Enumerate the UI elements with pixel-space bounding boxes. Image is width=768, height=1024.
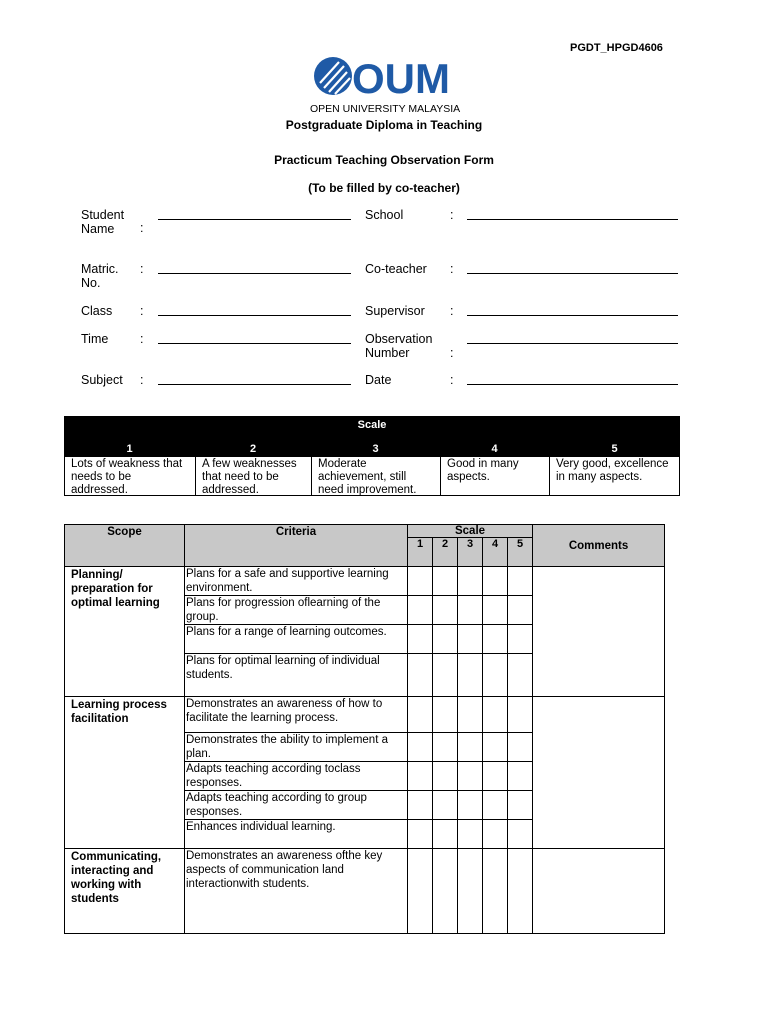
class-field[interactable] <box>158 315 351 316</box>
rating-cell[interactable] <box>483 820 508 849</box>
rating-cell[interactable] <box>408 791 433 820</box>
rating-cell[interactable] <box>483 567 508 596</box>
criteria-cell: Adapts teaching according toclass responses. <box>185 762 408 791</box>
rating-cell[interactable] <box>458 697 483 733</box>
criteria-header: Criteria <box>185 525 408 567</box>
scale-legend-header <box>64 416 680 457</box>
table-header-row <box>65 525 665 538</box>
rating-cell[interactable] <box>483 697 508 733</box>
rating-cell[interactable] <box>458 733 483 762</box>
scale-level-number: 1 <box>126 443 133 455</box>
criteria-cell: Plans for a safe and supportive learning environment. <box>185 567 408 596</box>
observation-number-label: Observation Number <box>365 332 433 360</box>
rating-cell[interactable] <box>508 820 533 849</box>
scale-level-number: 3 <box>372 443 379 455</box>
rating-cell[interactable] <box>458 762 483 791</box>
date-label: Date <box>365 373 392 387</box>
rating-cell[interactable] <box>508 849 533 934</box>
rating-cell[interactable] <box>483 849 508 934</box>
program-title: Postgraduate Diploma in Teaching <box>285 118 483 132</box>
student-name-label: Student Name <box>81 208 125 236</box>
scale-number: 2 <box>433 538 458 567</box>
colon: : <box>140 221 144 235</box>
rating-cell[interactable] <box>508 596 533 625</box>
rating-cell[interactable] <box>433 596 458 625</box>
rating-cell[interactable] <box>508 791 533 820</box>
table-row <box>65 849 665 934</box>
rating-cell[interactable] <box>408 820 433 849</box>
document-code: PGDT_HPGD4606 <box>570 42 663 54</box>
svg-text:OPEN UNIVERSITY MALAYSIA: OPEN UNIVERSITY MALAYSIA <box>310 103 461 114</box>
rating-cell[interactable] <box>458 596 483 625</box>
rating-cell[interactable] <box>458 791 483 820</box>
time-field[interactable] <box>158 343 351 344</box>
colon: : <box>450 262 454 276</box>
table-row <box>65 567 665 596</box>
rating-cell[interactable] <box>408 697 433 733</box>
colon: : <box>450 346 454 360</box>
supervisor-field[interactable] <box>467 315 678 316</box>
rating-cell[interactable] <box>483 625 508 654</box>
student-name-field[interactable] <box>158 219 351 220</box>
rating-cell[interactable] <box>508 733 533 762</box>
observation-number-field[interactable] <box>467 343 678 344</box>
supervisor-label: Supervisor <box>365 304 425 318</box>
criteria-cell: Demonstrates the ability to implement a plan. <box>185 733 408 762</box>
scope-header: Scope <box>65 525 185 567</box>
colon: : <box>450 208 454 222</box>
rating-cell[interactable] <box>483 762 508 791</box>
colon: : <box>140 332 144 346</box>
rating-cell[interactable] <box>408 625 433 654</box>
co-teacher-field[interactable] <box>467 273 678 274</box>
school-label: School <box>365 208 404 222</box>
rating-cell[interactable] <box>508 762 533 791</box>
rating-cell[interactable] <box>408 596 433 625</box>
svg-text:OUM: OUM <box>352 55 450 102</box>
scale-level-description: Good in many aspects. <box>441 457 550 495</box>
scale-level-description: Lots of weakness that needs to be addressed. <box>65 457 196 495</box>
rating-cell[interactable] <box>458 625 483 654</box>
school-field[interactable] <box>467 219 678 220</box>
matric-no-label: Matric. No. <box>81 262 119 290</box>
rating-cell[interactable] <box>508 697 533 733</box>
subject-label: Subject <box>81 373 123 387</box>
scale-legend-title: Scale <box>357 419 387 431</box>
scale-header: Scale <box>408 525 533 538</box>
time-label: Time <box>81 332 109 346</box>
rating-cell[interactable] <box>483 654 508 697</box>
rating-cell[interactable] <box>408 762 433 791</box>
matric-no-field[interactable] <box>158 273 351 274</box>
criteria-cell: Plans for progression oflearning of the group. <box>185 596 408 625</box>
rating-cell[interactable] <box>508 625 533 654</box>
comments-cell[interactable] <box>533 567 665 697</box>
rating-cell[interactable] <box>458 820 483 849</box>
rating-cell[interactable] <box>433 849 458 934</box>
rating-cell[interactable] <box>433 567 458 596</box>
scale-level-description: Very good, excellence in many aspects. <box>556 458 669 483</box>
rating-cell[interactable] <box>408 567 433 596</box>
observation-table <box>64 524 665 934</box>
criteria-cell: Demonstrates an awareness of how to facilitate the learning process. <box>185 697 408 733</box>
co-teacher-label: Co-teacher <box>365 262 427 276</box>
criteria-cell: Enhances individual learning. <box>185 820 408 849</box>
rating-cell[interactable] <box>483 733 508 762</box>
rating-cell[interactable] <box>433 762 458 791</box>
rating-cell[interactable] <box>508 567 533 596</box>
scale-level-number: 2 <box>249 443 257 455</box>
rating-cell[interactable] <box>408 849 433 934</box>
rating-cell[interactable] <box>433 791 458 820</box>
rating-cell[interactable] <box>458 849 483 934</box>
scale-number: 3 <box>458 538 483 567</box>
rating-cell[interactable] <box>433 654 458 697</box>
colon: : <box>140 262 144 276</box>
form-title: Practicum Teaching Observation Form <box>274 153 494 167</box>
table-row <box>65 697 665 733</box>
scope-cell: Communicating, interacting and working with students <box>65 849 185 934</box>
rating-cell[interactable] <box>433 697 458 733</box>
criteria-cell: Plans for a range of learning outcomes. <box>185 625 408 654</box>
comments-header: Comments <box>533 525 665 567</box>
scale-number: 5 <box>508 538 533 567</box>
rating-cell[interactable] <box>458 567 483 596</box>
rating-cell[interactable] <box>408 733 433 762</box>
rating-cell[interactable] <box>433 733 458 762</box>
class-label: Class <box>81 304 113 318</box>
scale-level-description: Moderate achievement, still need improvement. <box>312 457 441 495</box>
scale-legend <box>64 416 680 496</box>
rating-cell[interactable] <box>433 625 458 654</box>
oum-logo-icon <box>310 54 470 114</box>
rating-cell[interactable] <box>458 654 483 697</box>
colon: : <box>450 373 454 387</box>
criteria-cell: Plans for optimal learning of individual students. <box>185 654 408 697</box>
rating-cell[interactable] <box>483 596 508 625</box>
subject-field[interactable] <box>158 384 351 385</box>
colon: : <box>450 304 454 318</box>
scope-cell: Planning/ preparation for optimal learning <box>65 567 185 697</box>
rating-cell[interactable] <box>408 654 433 697</box>
rating-cell[interactable] <box>508 654 533 697</box>
colon: : <box>140 373 144 387</box>
form-subtitle: (To be filled by co-teacher) <box>308 181 460 195</box>
scale-level-number: 4 <box>491 443 498 455</box>
oum-logo <box>310 54 470 114</box>
scale-level-number: 5 <box>611 443 618 455</box>
scope-cell: Learning process facilitation <box>65 697 185 849</box>
criteria-cell: Adapts teaching according to group responses. <box>185 791 408 820</box>
colon: : <box>140 304 144 318</box>
rating-cell[interactable] <box>483 791 508 820</box>
scale-number: 4 <box>483 538 508 567</box>
scale-number: 1 <box>408 538 433 567</box>
date-field[interactable] <box>467 384 678 385</box>
comments-cell[interactable] <box>533 849 665 934</box>
comments-cell[interactable] <box>533 697 665 849</box>
criteria-cell: Demonstrates an awareness ofthe key aspects of communication land interactionwith students. <box>185 849 408 934</box>
rating-cell[interactable] <box>433 820 458 849</box>
scale-level-description: A few weaknesses that need to be addressed. <box>196 457 312 495</box>
